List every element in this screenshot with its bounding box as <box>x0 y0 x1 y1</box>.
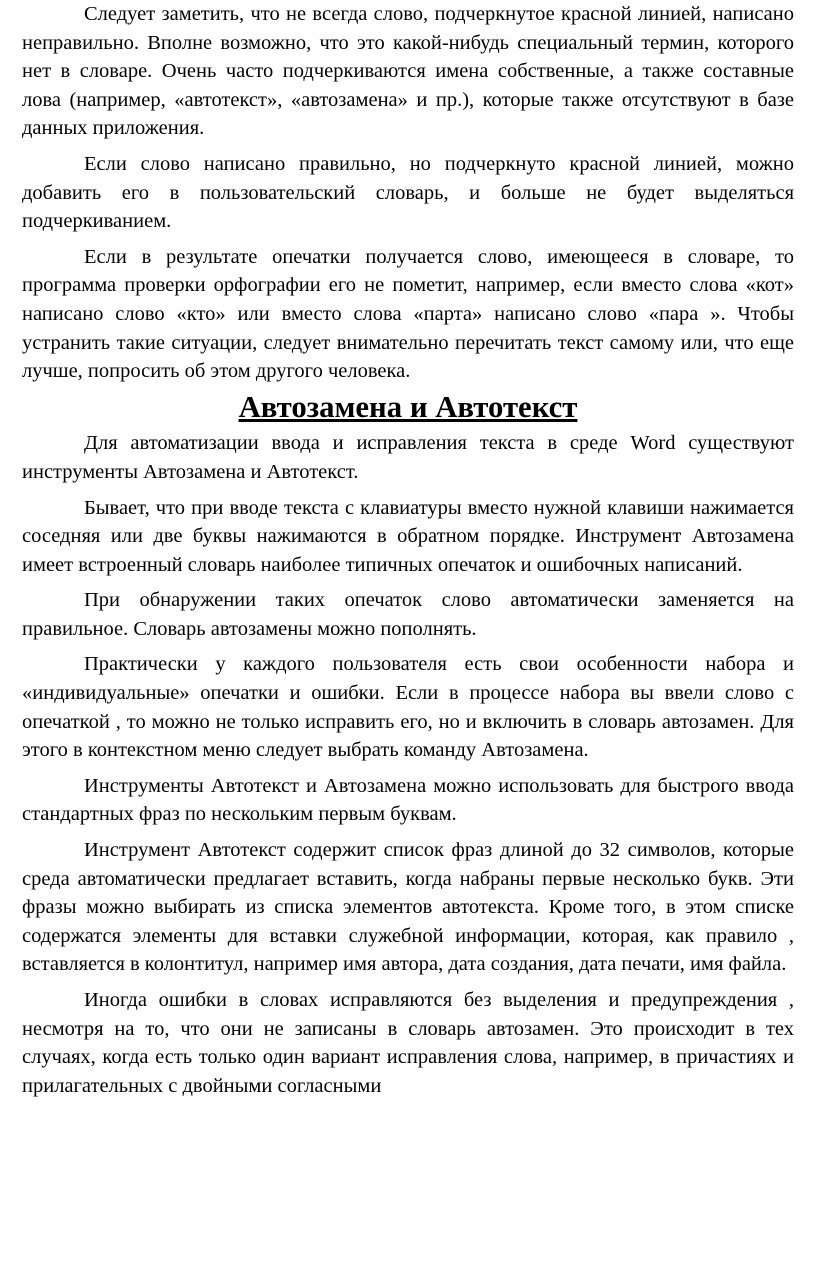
paragraph-individual-typos: Практически у каждого пользователя есть свои особенности набора и «индивидуальные» опечатки и ошибки. Если в процессе набора вы ввели слово с опечаткой , то можно не только исправить его, но и включить в словарь автозамен. Для этого в контекстном меню следует выбрать команду Автозамена. <box>22 653 794 762</box>
paragraph-autocorrect-replace: При обнаружении таких опечаток слово автоматически заменяется на правильное. Словарь автозамены можно пополнять. <box>22 589 794 640</box>
document-page <box>22 0 794 1107</box>
section-heading: Автозамена и Автотекст <box>238 389 578 424</box>
paragraph-silent-fixes: Иногда ошибки в словах исправляются без выделения и предупреждения , несмотря на то, что они не записаны в словарь автозамен. Это происходит в тех случаях, когда есть только один вариант исправления слова, например, в причастиях и прилагательных с двойными согласными <box>22 989 794 1097</box>
paragraph-quick-phrases: Инструменты Автотекст и Автозамена можно использовать для быстрого ввода стандартных фраз по нескольким первым буквам. <box>22 774 794 826</box>
paragraph-typo-in-dictionary: Если в результате опечатки получается слово, имеющееся в словаре, то программа проверки орфографии его не пометит, например, если вместо слова «кот» написано слово «кто» или вместо слова «парта» написано слово «пара ». Чтобы устранить такие ситуации, следует внимательно перечитать текст самому или, что еще лучше, попросить об этом другого человека. <box>22 245 794 383</box>
paragraph-spelling-note: Следует заметить, что не всегда слово, подчеркнутое красной линией, написано неправильно. Вполне возможно, что это какой-нибудь специальный термин, которого нет в словаре. Очень часто подчеркиваются имена собственные, а также составные лова (например, «автотекст», «автозамена» и пр.), которые также отсутствуют в базе данных приложения. <box>22 3 794 140</box>
paragraph-user-dictionary: Если слово написано правильно, но подчеркнуто красной линией, можно добавить его в пользовательский словарь, и больше не будет выделяться подчеркиванием. <box>22 152 794 233</box>
paragraph-word-tools: Для автоматизации ввода и исправления текста в среде Word существуют инструменты Автозамена и Автотекст. <box>22 432 794 483</box>
paragraph-autocorrect-dictionary: Бывает, что при вводе текста с клавиатуры вместо нужной клавиши нажимается соседняя или две буквы нажимаются в обратном порядке. Инструмент Автозамена имеет встроенный словарь наиболее типичных опечаток и ошибочных написаний. <box>22 496 794 576</box>
paragraph-autotext-list: Инструмент Автотекст содержит список фраз длиной до 32 символов, которые среда автоматически предлагает вставить, когда набраны первые несколько букв. Эти фразы можно выбирать из списка элементов автотекста. Кроме того, в этом списке содержатся элементы для вставки служебной информации, которая, как правило , вставляется в колонтитул, например имя автора, дата создания, дата печати, имя файла. <box>22 839 794 976</box>
